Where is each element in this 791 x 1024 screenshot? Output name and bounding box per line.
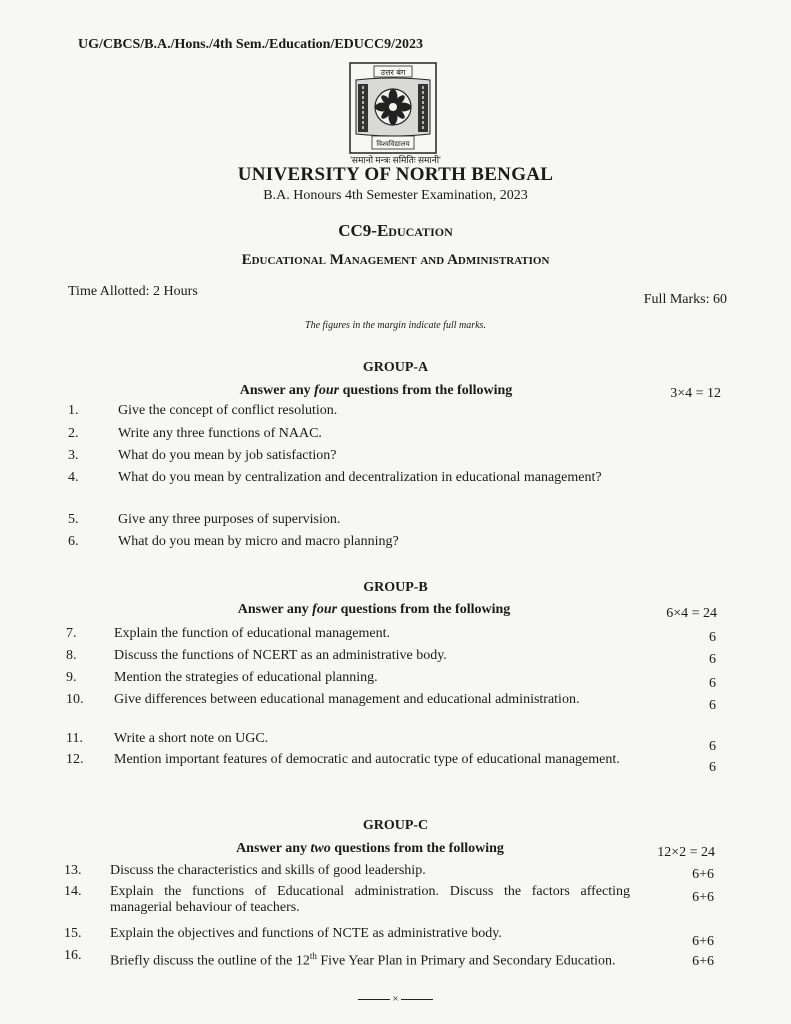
question-text: What do you mean by centralization and decentralization in educational management? — [118, 470, 602, 485]
university-seal-logo — [348, 62, 438, 154]
question-number: 11. — [66, 731, 83, 746]
question-number: 16. — [64, 948, 82, 963]
question-item — [64, 863, 724, 883]
svg-text:विश्वविद्यालय: विश्वविद्यालय — [376, 140, 410, 148]
question-marks: 6 — [709, 652, 716, 667]
question-marks: 6+6 — [692, 890, 714, 905]
question-text: What do you mean by micro and macro planning? — [118, 534, 399, 549]
marks-note: The figures in the margin indicate full marks. — [305, 320, 486, 331]
question-marks: 6+6 — [692, 934, 714, 949]
question-number: 6. — [68, 534, 79, 549]
university-name: UNIVERSITY OF NORTH BENGAL — [237, 164, 554, 185]
question-text: Discuss the functions of NCERT as an administrative body. — [114, 648, 447, 663]
question-item — [68, 512, 728, 532]
question-marks: 6 — [709, 676, 716, 691]
question-text: What do you mean by job satisfaction? — [118, 448, 337, 463]
group-a-marks: 3×4 = 12 — [670, 386, 721, 401]
question-item — [68, 403, 728, 423]
paper-title: CC9-Education — [338, 221, 453, 240]
question-text: Mention the strategies of educational planning. — [114, 670, 378, 685]
question-marks: 6 — [709, 698, 716, 713]
question-number: 13. — [64, 863, 82, 878]
university-motto: 'समानो मन्त्रः समितिः समानी' — [350, 155, 441, 165]
question-number: 2. — [68, 426, 79, 441]
question-text: Explain the function of educational management. — [114, 626, 391, 641]
question-number: 10. — [66, 692, 84, 707]
paper-code: UG/CBCS/B.A./Hons./4th Sem./Education/EDUCC9/2023 — [78, 37, 423, 52]
question-number: 14. — [64, 884, 82, 899]
question-item — [68, 448, 728, 468]
group-c-marks: 12×2 = 24 — [657, 845, 715, 860]
end-mark: × — [0, 993, 791, 1005]
group-b-marks: 6×4 = 24 — [666, 606, 717, 621]
exam-title: B.A. Honours 4th Semester Examination, 2023 — [263, 188, 528, 203]
question-number: 5. — [68, 512, 79, 527]
svg-text:उत्तर बंग: उत्तर बंग — [380, 68, 406, 77]
question-text: Write a short note on UGC. — [114, 731, 269, 746]
subject-title: Educational Management and Administration — [241, 252, 550, 268]
question-number: 3. — [68, 448, 79, 463]
group-a-title: GROUP-A — [362, 360, 429, 375]
question-marks: 6 — [709, 630, 716, 645]
group-c-instruction: Answer any two questions from the following — [236, 841, 504, 856]
question-text: Write any three functions of NAAC. — [118, 426, 322, 441]
question-marks: 6 — [709, 760, 716, 775]
full-marks: Full Marks: 60 — [643, 292, 727, 307]
question-item — [66, 648, 726, 668]
group-a-instruction: Answer any four questions from the following — [239, 383, 513, 398]
question-marks: 6+6 — [692, 954, 714, 969]
question-item — [68, 470, 728, 506]
question-number: 7. — [66, 626, 77, 641]
question-text: Give differences between educational management and educational administration. — [114, 692, 580, 707]
question-item — [68, 426, 728, 446]
question-text: Explain the objectives and functions of NCTE as administrative body. — [110, 926, 502, 941]
group-b-instruction: Answer any four questions from the following — [237, 602, 511, 617]
group-c-title: GROUP-C — [362, 818, 429, 833]
group-b-title: GROUP-B — [363, 580, 428, 595]
question-number: 1. — [68, 403, 79, 418]
question-text: Explain the functions of Educational administration. Discuss the factors affecting managerial behaviour of teachers. — [110, 884, 630, 915]
question-item — [66, 731, 726, 754]
question-number: 8. — [66, 648, 77, 663]
question-text: Give any three purposes of supervision. — [118, 512, 341, 527]
question-item — [64, 884, 724, 920]
question-item — [66, 752, 726, 788]
question-marks: 6+6 — [692, 867, 714, 882]
question-item — [66, 626, 726, 646]
question-item — [64, 948, 724, 984]
question-number: 4. — [68, 470, 79, 485]
question-item — [64, 926, 724, 949]
question-item — [66, 670, 726, 690]
question-marks: 6 — [709, 739, 716, 754]
question-number: 12. — [66, 752, 84, 767]
question-text: Mention important features of democratic and autocratic type of educational management. — [114, 752, 620, 767]
time-allotted: Time Allotted: 2 Hours — [68, 284, 198, 299]
question-text: Give the concept of conflict resolution. — [118, 403, 338, 418]
question-item — [66, 692, 726, 728]
question-text: Discuss the characteristics and skills of good leadership. — [110, 863, 426, 878]
question-number: 15. — [64, 926, 82, 941]
question-text: Briefly discuss the outline of the 12th Five Year Plan in Primary and Secondary Education. — [110, 951, 616, 969]
question-number: 9. — [66, 670, 77, 685]
question-item — [68, 534, 728, 554]
